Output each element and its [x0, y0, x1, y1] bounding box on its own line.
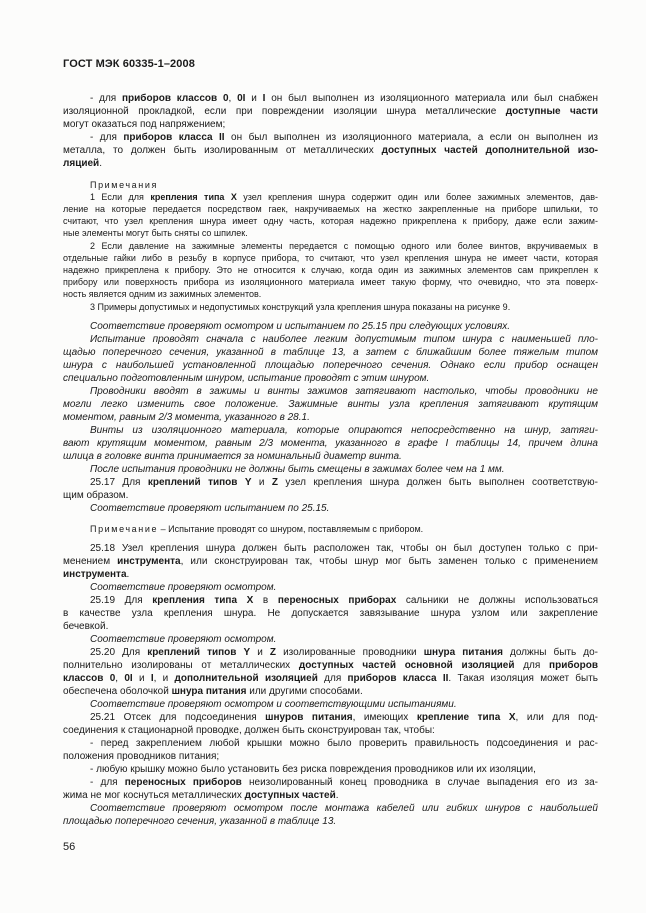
bold-term: крепление типа X	[416, 712, 516, 723]
bold-term: приборов класса II	[347, 673, 449, 684]
text-segment: 25.19 Для	[90, 595, 153, 606]
text-line	[63, 203, 598, 215]
text-segment: жима не мог коснуться металлических	[63, 790, 245, 801]
text-line	[63, 712, 598, 724]
text-segment: щим образом.	[63, 490, 129, 501]
text-segment: Примечание	[90, 524, 159, 534]
text-line	[63, 179, 598, 191]
text-line	[63, 569, 598, 581]
text-line	[63, 777, 598, 789]
text-line	[63, 523, 598, 535]
text-segment: специально подготовленным шнуром, испытание проводят с этим шнуром.	[63, 373, 430, 384]
text-line	[63, 93, 598, 105]
text-segment: должны быть до-	[502, 647, 598, 658]
text-segment: ные элементы могут быть сняты со шпилек.	[63, 228, 248, 238]
text-segment: 1 Если для	[90, 192, 151, 202]
text-segment: .	[99, 158, 102, 169]
bold-term: доступных частей основной изоляцией	[298, 660, 515, 671]
text-segment: он был выполнен из изоляционного материала, а если он выполнен из	[224, 132, 599, 143]
page-number: 56	[63, 841, 76, 853]
text-segment: .	[126, 569, 130, 580]
text-segment: для	[317, 673, 348, 684]
text-line	[63, 145, 598, 157]
text-segment: и	[251, 477, 272, 488]
text-segment: – Испытание проводят со шнуром, поставляемым с прибором.	[158, 524, 424, 534]
text-segment: ление на которые передается посредством гаек, накручиваемых на жестко закрепленные на приборе шпильки, то	[63, 204, 598, 214]
text-segment: сальники не должны использоваться	[396, 595, 598, 606]
text-segment: в качестве узла крепления шнура. Не допускается завязывание шнура узлом или закрепление	[63, 608, 598, 619]
text-segment: могли легко изменить свое положение. Зажимные винты узла крепления затягивают крутящим	[63, 399, 598, 410]
text-segment: обеспечена оболочкой	[63, 686, 172, 697]
bold-term: I	[262, 93, 266, 104]
text-segment: , имеющих	[352, 712, 417, 723]
text-segment: Соответствие проверяют осмотром и испытанием по 25.15 при следующих условиях.	[90, 321, 511, 332]
text-line	[63, 215, 598, 227]
text-segment: 2 Если давление на зажимные элементы передается с помощью одного или более винтов, вкручиваемых в	[90, 241, 598, 251]
text-line	[63, 634, 598, 646]
text-line	[63, 764, 598, 776]
bold-term: переносных приборов	[124, 777, 242, 788]
bold-term: классов 0	[63, 673, 116, 684]
text-segment: - для	[90, 132, 124, 143]
text-line	[63, 477, 598, 489]
text-segment: 25.21 Отсек для подсоединения	[90, 712, 266, 723]
text-line	[63, 191, 598, 203]
text-line	[63, 621, 598, 633]
text-segment: - для	[90, 93, 123, 104]
text-segment: . Такая изоляция может быть	[448, 673, 599, 684]
text-segment: он был выполнен из изоляционного материала или был снабжен	[265, 93, 598, 104]
text-line	[63, 816, 598, 828]
text-line	[63, 543, 598, 555]
text-line	[63, 725, 598, 737]
text-line	[63, 334, 598, 346]
text-line	[63, 240, 598, 252]
text-line	[63, 276, 598, 288]
text-segment: щадью поперечного сечения, указанной в таблице 13, а затем с ближайшим более тяжелым типом	[63, 347, 598, 358]
text-line	[63, 582, 598, 594]
bold-term: ляцией	[63, 158, 100, 169]
text-segment: надежно прикреплена к прибору. Это не относится к случаю, когда один из зажимных элементов сам прикреплен к	[63, 265, 598, 275]
bold-term: крепления типа X	[152, 595, 254, 606]
text-line	[63, 647, 598, 659]
text-segment: могут оказаться под напряжением;	[63, 119, 226, 130]
text-segment: После испытания проводники не должны быть смещены в зажимах более чем на 1 мм.	[90, 464, 505, 475]
text-line	[63, 158, 598, 170]
text-line	[63, 321, 598, 333]
text-line	[63, 132, 598, 144]
bold-term: Z	[269, 647, 277, 658]
text-line	[63, 360, 598, 372]
text-line	[63, 301, 598, 313]
text-line	[63, 503, 598, 515]
text-line	[63, 264, 598, 276]
bold-term: шнура питания	[423, 647, 503, 658]
text-line	[63, 119, 598, 131]
text-segment: и	[132, 673, 151, 684]
bold-term: доступных частей	[244, 790, 336, 801]
text-line	[63, 790, 598, 802]
bold-term: доступные части	[505, 106, 599, 117]
text-segment: , или для под-	[515, 712, 598, 723]
text-segment: 25.20 Для	[90, 647, 148, 658]
bold-term: I	[150, 673, 154, 684]
text-segment: Испытание проводят сначала с наиболее легким допустимым типом шнура с наименьшей пло-	[90, 334, 598, 345]
text-line	[63, 660, 598, 672]
text-segment: Соответствие проверяют осмотром после монтажа кабелей или гибких шнуров с наибольшей	[90, 803, 598, 814]
bold-term: переносных приборах	[277, 595, 397, 606]
text-line	[63, 347, 598, 359]
text-segment: узел крепления шнура содержит один или более зажимных элементов, дав-	[236, 192, 598, 202]
text-segment: шнура с наибольшей установленной площадью поперечного сечения. Однако если прибор оснащен	[63, 360, 598, 371]
bold-term: инструмента	[63, 569, 127, 580]
text-line	[63, 751, 598, 763]
text-line	[63, 803, 598, 815]
bold-term: креплений типов Y	[147, 647, 251, 658]
bold-term: доступных частей дополнительной изо-	[381, 145, 599, 156]
text-segment: в	[253, 595, 278, 606]
text-line	[63, 686, 598, 698]
text-line	[63, 490, 598, 502]
text-segment: металла, то должен быть изолированным от металлических	[63, 145, 382, 156]
text-line	[63, 595, 598, 607]
bold-term: приборов	[549, 660, 598, 671]
text-line	[63, 738, 598, 750]
text-segment: вают крутящим моментом, равным 2/3 момента, указанного в графе I таблицы 14, причем длина	[63, 438, 598, 449]
text-segment: соединения к стационарной проводке, должен быть сконструирован так, чтобы:	[63, 725, 435, 736]
text-line	[63, 386, 598, 398]
page-header: ГОСТ МЭК 60335-1–2008	[63, 58, 195, 70]
text-segment: для	[514, 660, 550, 671]
text-line	[63, 252, 598, 264]
text-line	[63, 464, 598, 476]
text-segment: отдельные гайки либо в резьбу в корпусе прибора, то считают, что узел крепления шнура не имеет части, которая	[63, 253, 598, 263]
text-line	[63, 556, 598, 568]
text-segment: полнительно изолированы от металлических	[63, 660, 299, 671]
text-segment: положения проводников питания;	[63, 751, 220, 762]
text-line	[63, 451, 598, 463]
text-segment: Соответствие проверяют осмотром.	[90, 582, 277, 593]
text-segment: Примечания	[90, 180, 158, 190]
text-line	[63, 399, 598, 411]
text-segment: или другими способами.	[246, 686, 363, 697]
text-line	[63, 288, 598, 300]
bold-term: 0I	[237, 93, 246, 104]
text-line	[63, 373, 598, 385]
bold-term: крепления типа X	[150, 192, 237, 202]
text-segment: ,	[228, 93, 238, 104]
text-segment: ность является одним из зажимных элементов.	[63, 289, 262, 299]
text-segment: Соответствие проверяют осмотром.	[90, 634, 277, 645]
text-segment: шлица в головке винта принимается за номинальный диаметр винта.	[63, 451, 402, 462]
text-line	[63, 438, 598, 450]
text-segment: узел крепления шнура должен быть выполнен соответствую-	[278, 477, 598, 488]
text-segment: ,	[115, 673, 125, 684]
text-segment: - для	[90, 777, 125, 788]
text-segment: .	[335, 790, 339, 801]
text-segment: , или сконструирован так, чтобы шнур мог быть заменен только с применением	[180, 556, 599, 567]
bold-term: креплений типов Y	[147, 477, 252, 488]
text-segment: и	[250, 647, 270, 658]
bold-term: приборов классов 0	[122, 93, 229, 104]
text-line	[63, 673, 598, 685]
text-segment: считают, что узел крепления шнура имеет одну часть, которая надежно прикреплена к прибору, даже если зажим-	[63, 216, 598, 226]
text-segment: изоляционной прокладкой, если при повреждении изоляции шнура металлические	[63, 106, 506, 117]
text-segment: Соответствие проверяют осмотром и соответствующими испытаниями.	[90, 699, 457, 710]
bold-term: 0I	[124, 673, 133, 684]
text-segment: - перед закреплением любой крышки можно было проверить правильность подсоединения и рас-	[90, 738, 598, 749]
text-segment: и	[245, 93, 263, 104]
bold-term: шнуров питания	[265, 712, 353, 723]
text-segment: Винты из изоляционного материала, которые опираются непосредственно на шнур, затяги-	[90, 425, 598, 436]
text-segment: менением	[63, 556, 118, 567]
text-segment: площадью поперечного сечения, указанной в таблице 13.	[63, 816, 337, 827]
bold-term: Z	[271, 477, 279, 488]
text-segment: 25.17 Для	[90, 477, 148, 488]
bold-term: дополнительной изоляцией	[174, 673, 318, 684]
text-line	[63, 412, 598, 424]
text-line	[63, 227, 598, 239]
text-segment: 25.18 Узел крепления шнура должен быть расположен так, чтобы он был доступен только с при-	[90, 543, 598, 554]
text-line	[63, 608, 598, 620]
text-segment: прибору или поверхность прибора из изоляционного материала имеет такую форму, что очевидно, что эта поверх-	[63, 277, 598, 287]
text-segment: неизолированный конец проводника в случае выпадения его из за-	[241, 777, 598, 788]
text-segment: , и	[153, 673, 175, 684]
text-segment: - любую крышку можно было установить без риска повреждения проводников или их изоляции,	[90, 764, 536, 775]
bold-term: приборов класса II	[123, 132, 225, 143]
bold-term: шнура питания	[171, 686, 247, 697]
text-segment: Соответствие проверяют испытанием по 25.15.	[90, 503, 330, 514]
bold-term: инструмента	[117, 556, 181, 567]
text-segment: бечевкой.	[63, 621, 109, 632]
text-segment: 3 Примеры допустимых и недопустимых конструкций узла крепления шнура показаны на рисунке 9.	[90, 302, 511, 312]
text-line	[63, 425, 598, 437]
text-segment: моментом, равным 2/3 момента, указанного в 28.1.	[63, 412, 310, 423]
text-line	[63, 106, 598, 118]
text-segment: изолированные проводники	[276, 647, 424, 658]
text-segment: Проводники вводят в зажимы и винты зажимов затягивают настолько, чтобы проводники не	[90, 386, 598, 397]
text-line	[63, 699, 598, 711]
